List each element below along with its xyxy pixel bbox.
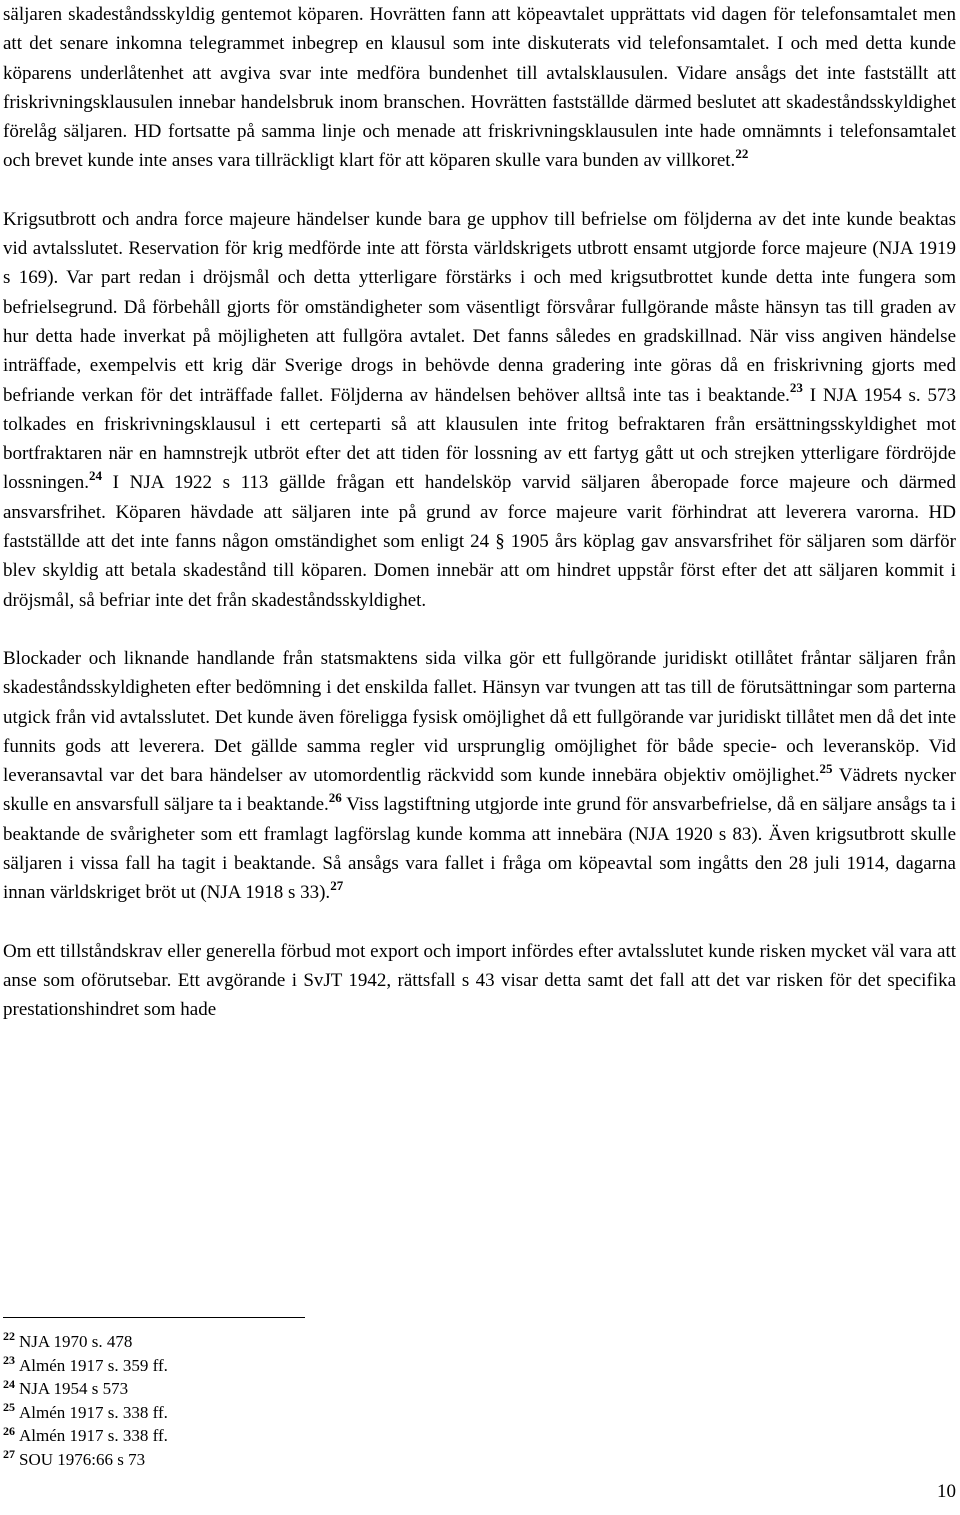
footnote-number: 27 (3, 1447, 15, 1462)
footnote (3, 1448, 603, 1472)
paragraph (3, 937, 956, 1025)
footnotes (3, 1330, 603, 1472)
footnote-number: 24 (3, 1376, 15, 1391)
text-run: I NJA 1922 s 113 gällde frågan ett handelsköp varvid säljaren åberopade force majeure och därmed ansvarsfrihet. Köparen hävdade att säljaren inte på grund av force majeure varit förhindrat att leverera varorna. HD fastställde att det inte fanns någon omständighet som enligt 24 § 1905 års köplag gav ansvarsfrihet för säljaren som därför blev skyldig att betala skadestånd till köparen. Domen innebär att om hindret uppstår först efter det att säljaren kommit i dröjsmål, så befriar inte det från skadeståndsskyldighet. (3, 472, 956, 611)
text-run: Blockader och liknande handlande från statsmaktens sida vilka gör ett fullgörande juridiskt otillåtet fråntar säljaren från skadeståndsskyldigheten efter bedömning i det enskilda fallet. Hänsyn var tvungen att tas till de förutsättningar som parterna utgick från vid avtalsslutet. Det kunde även föreligga fysisk omöjlighet då ett fullgörande var juridiskt tillåtet men då det inte funnits gods att leverera. Det gällde samma regler vid ursprunglig omöjlighet för både specie- och leveransköp. Vid leveransavtal var det bara händelser av utomordentlig räckvidd som kunde innebära objektiv omöjlighet. (3, 647, 956, 787)
paragraph (3, 0, 956, 176)
footnote (3, 1330, 603, 1354)
footnote-reference: 24 (89, 468, 103, 484)
footnote-number: 23 (3, 1352, 15, 1367)
page-number: 10 (937, 1481, 956, 1502)
footnote-text: SOU 1976:66 s 73 (19, 1449, 146, 1469)
footnote-reference: 22 (735, 146, 749, 162)
text-run: I NJA 1954 s. 573 tolkades en friskrivningsklausul i ett certeparti så att klausulen inte fritog befraktaren från ersättningsskyldighet mot bortfraktaren när en hamnstrejk utbröt efter det att tiden för lossning av ett fartyg gått ut och strejken ytterligare fördröjde lossningen. (3, 384, 956, 494)
footnote-text: Almén 1917 s. 359 ff. (19, 1355, 168, 1375)
footnote (3, 1377, 603, 1401)
footnote-text: Almén 1917 s. 338 ff. (19, 1402, 168, 1422)
footnote-separator (3, 1317, 305, 1318)
text-run: Om ett tillståndskrav eller generella förbud mot export och import infördes efter avtalsslutet kunde risken mycket väl vara att anse som oförutsebar. Ett avgörande i SvJT 1942, rättsfall s 43 visar detta samt det fall att det var risken för det specifika prestationshindret som hade (3, 940, 956, 1021)
footnote (3, 1354, 603, 1378)
footnote-text: NJA 1954 s 573 (19, 1379, 129, 1399)
footnote (3, 1401, 603, 1425)
text-run: Viss lagstiftning utgjorde inte grund för ansvarbefrielse, då en säljare ansågs ta i beaktande de svårigheter som ett framlagt lagförslag kunde komma att innebära (NJA 1920 s 83). Även krigsutbrott skulle säljaren i vissa fall ha tagit i beaktande. Så ansågs vara fallet i fråga om köpeavtal som ingåtts den 28 juli 1914, dagarna innan världskriget bröt ut (NJA 1918 s 33). (3, 794, 957, 904)
footnote-number: 22 (3, 1329, 15, 1344)
footnote-reference: 27 (330, 877, 344, 893)
text-run: Vädrets nycker skulle en ansvarsfull säljare ta i beaktande. (3, 765, 957, 816)
footnote (3, 1424, 603, 1448)
text-run: Krigsutbrott och andra force majeure händelser kunde bara ge upphov till befrielse om följderna av det inte kunde beaktas vid avtalsslutet. Reservation för krig medförde inte att första världskrigets utbrott ensamt utgjorde force majeure (NJA 1919 s 169). Var part redan i dröjsmål och detta ytterligare förstärks i och med krigsutbrottet kunde detta inte fungera som befrielsegrund. Då förbehåll gjorts för omständigheter som väsentligt försvårar fullgörande måste hänsyn tas till graden av hur detta hade inverkat på möjligheten att fullgöra avtalet. Det fanns således en gradskillnad. När viss angiven händelse inträffade, exempelvis ett krig där Sverige drogs in behövde denna gradering inte göras då en friskrivning gjorts med befriande verkan för det inträffade fallet. Följderna av händelsen behöver alltså inte tas i beaktande. (3, 208, 956, 406)
body-text (3, 0, 956, 1025)
footnote-reference: 25 (819, 760, 833, 776)
footnote-number: 26 (3, 1423, 15, 1438)
paragraph (3, 205, 956, 615)
footnote-number: 25 (3, 1400, 15, 1415)
paragraph (3, 644, 956, 908)
text-run: säljaren skadeståndsskyldig gentemot köparen. Hovrätten fann att köpeavtalet upprättats vid dagen för telefonsamtalet men att det senare inkomna telegrammet inbegrep en klausul som inte diskuterats vid telefonsamtalet. I och med detta kunde köparens underlåtenhet att avgiva svar inte medföra bundenhet till avtalsklausulen. Vidare ansågs det inte fastställt att friskrivningsklausulen innebar handelsbruk inom branschen. Hovrätten fastställde därmed beslutet att skadeståndsskyldighet förelåg säljaren. HD fortsatte på samma linje och menade att friskrivningsklausulen inte hade omnämnts i telefonsamtalet och brevet kunde inte anses vara tillräckligt klart för att köparen skulle vara bunden av villkoret. (3, 4, 956, 172)
footnote-text: NJA 1970 s. 478 (19, 1332, 133, 1351)
footnote-reference: 23 (789, 380, 803, 396)
footnote-text: Almén 1917 s. 338 ff. (19, 1426, 168, 1446)
footnote-reference: 26 (328, 790, 342, 806)
